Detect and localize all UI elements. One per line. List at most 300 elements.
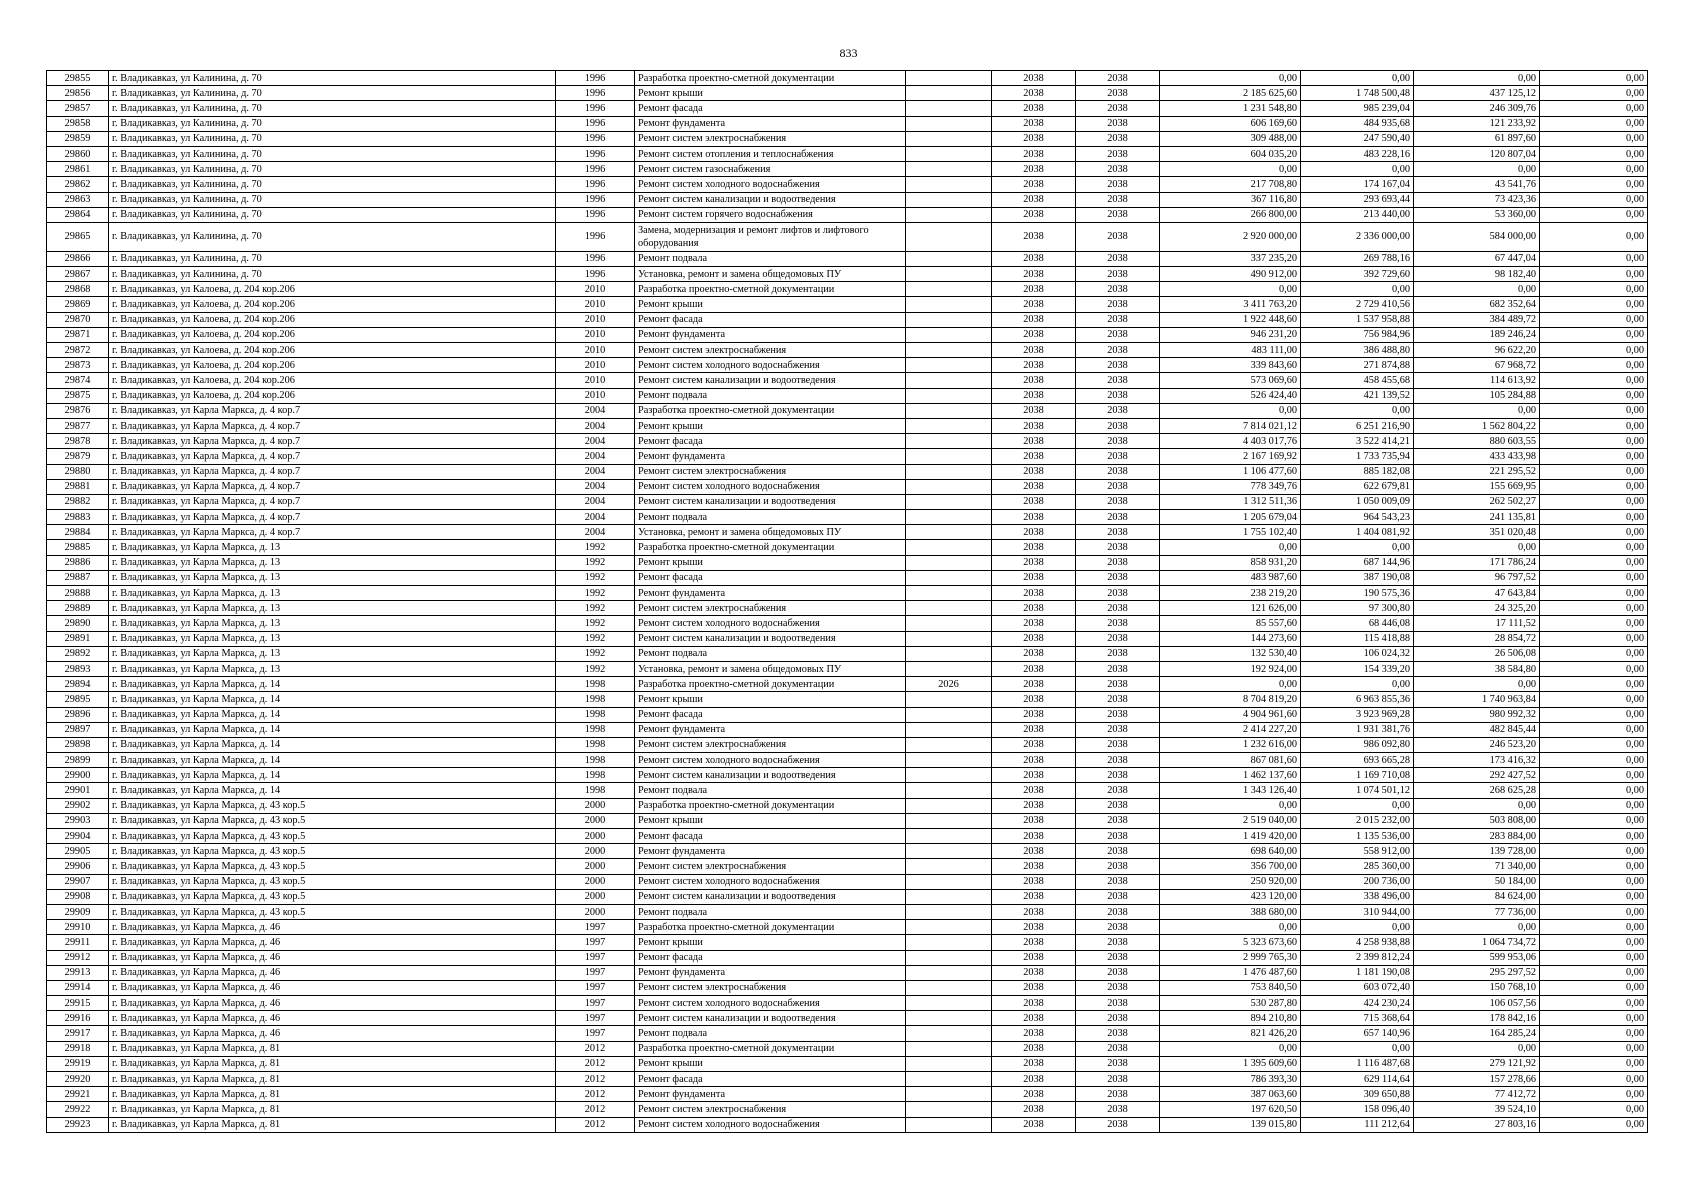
fund-amount-cell: 0,00 bbox=[1301, 920, 1414, 935]
total-cost-cell: 894 210,80 bbox=[1160, 1011, 1301, 1026]
table-row bbox=[47, 1087, 1648, 1102]
owner-amount-cell: 171 786,24 bbox=[1414, 555, 1540, 570]
build-year-cell: 2010 bbox=[556, 388, 635, 403]
table-row bbox=[47, 1102, 1648, 1117]
end-year-cell: 2038 bbox=[1076, 540, 1160, 555]
table-row bbox=[47, 297, 1648, 312]
row-number-cell: 29902 bbox=[47, 798, 109, 813]
owner-amount-cell: 73 423,36 bbox=[1414, 192, 1540, 207]
start-year-cell: 2038 bbox=[992, 844, 1076, 859]
build-year-cell: 1992 bbox=[556, 616, 635, 631]
fund-amount-cell: 715 368,64 bbox=[1301, 1011, 1414, 1026]
build-year-cell: 1996 bbox=[556, 222, 635, 251]
table-row bbox=[47, 661, 1648, 676]
total-cost-cell: 423 120,00 bbox=[1160, 889, 1301, 904]
end-year-cell: 2038 bbox=[1076, 844, 1160, 859]
other-amount-cell: 0,00 bbox=[1540, 783, 1648, 798]
build-year-cell: 2004 bbox=[556, 403, 635, 418]
row-number-cell: 29862 bbox=[47, 177, 109, 192]
work-type-cell: Ремонт фасада bbox=[635, 570, 906, 585]
table-row bbox=[47, 601, 1648, 616]
work-type-cell: Ремонт систем электроснабжения bbox=[635, 980, 906, 995]
fund-amount-cell: 158 096,40 bbox=[1301, 1102, 1414, 1117]
work-type-cell: Ремонт фасада bbox=[635, 950, 906, 965]
owner-amount-cell: 155 669,95 bbox=[1414, 479, 1540, 494]
address-cell: г. Владикавказ, ул Карла Маркса, д. 81 bbox=[109, 1056, 556, 1071]
row-number-cell: 29869 bbox=[47, 297, 109, 312]
other-amount-cell: 0,00 bbox=[1540, 980, 1648, 995]
end-year-cell: 2038 bbox=[1076, 616, 1160, 631]
work-type-cell: Ремонт систем электроснабжения bbox=[635, 859, 906, 874]
address-cell: г. Владикавказ, ул Карла Маркса, д. 81 bbox=[109, 1087, 556, 1102]
table-row bbox=[47, 677, 1648, 692]
total-cost-cell: 946 231,20 bbox=[1160, 327, 1301, 342]
total-cost-cell: 2 519 040,00 bbox=[1160, 813, 1301, 828]
end-year-cell: 2038 bbox=[1076, 71, 1160, 86]
table-row bbox=[47, 935, 1648, 950]
row-number-cell: 29899 bbox=[47, 753, 109, 768]
planned-year-cell bbox=[906, 464, 992, 479]
owner-amount-cell: 96 622,20 bbox=[1414, 343, 1540, 358]
start-year-cell: 2038 bbox=[992, 297, 1076, 312]
owner-amount-cell: 221 295,52 bbox=[1414, 464, 1540, 479]
planned-year-cell bbox=[906, 373, 992, 388]
work-type-cell: Ремонт подвала bbox=[635, 904, 906, 919]
table-row bbox=[47, 753, 1648, 768]
end-year-cell: 2038 bbox=[1076, 510, 1160, 525]
other-amount-cell: 0,00 bbox=[1540, 449, 1648, 464]
planned-year-cell bbox=[906, 616, 992, 631]
end-year-cell: 2038 bbox=[1076, 358, 1160, 373]
fund-amount-cell: 0,00 bbox=[1301, 282, 1414, 297]
address-cell: г. Владикавказ, ул Калинина, д. 70 bbox=[109, 251, 556, 266]
address-cell: г. Владикавказ, ул Карла Маркса, д. 4 кор.7 bbox=[109, 479, 556, 494]
planned-year-cell bbox=[906, 297, 992, 312]
work-type-cell: Замена, модернизация и ремонт лифтов и лифтового оборудования bbox=[635, 222, 906, 251]
work-type-cell: Ремонт систем канализации и водоотведения bbox=[635, 1011, 906, 1026]
table-row bbox=[47, 131, 1648, 146]
total-cost-cell: 250 920,00 bbox=[1160, 874, 1301, 889]
total-cost-cell: 1 106 477,60 bbox=[1160, 464, 1301, 479]
planned-year-cell bbox=[906, 996, 992, 1011]
other-amount-cell: 0,00 bbox=[1540, 1117, 1648, 1132]
address-cell: г. Владикавказ, ул Калоева, д. 204 кор.206 bbox=[109, 312, 556, 327]
address-cell: г. Владикавказ, ул Карла Маркса, д. 43 кор.5 bbox=[109, 889, 556, 904]
end-year-cell: 2038 bbox=[1076, 1026, 1160, 1041]
address-cell: г. Владикавказ, ул Карла Маркса, д. 14 bbox=[109, 722, 556, 737]
planned-year-cell bbox=[906, 282, 992, 297]
address-cell: г. Владикавказ, ул Карла Маркса, д. 4 кор.7 bbox=[109, 464, 556, 479]
total-cost-cell: 698 640,00 bbox=[1160, 844, 1301, 859]
address-cell: г. Владикавказ, ул Карла Маркса, д. 4 кор.7 bbox=[109, 418, 556, 433]
owner-amount-cell: 246 523,20 bbox=[1414, 737, 1540, 752]
build-year-cell: 2010 bbox=[556, 343, 635, 358]
start-year-cell: 2038 bbox=[992, 889, 1076, 904]
address-cell: г. Владикавказ, ул Карла Маркса, д. 4 кор.7 bbox=[109, 403, 556, 418]
build-year-cell: 1997 bbox=[556, 920, 635, 935]
build-year-cell: 2004 bbox=[556, 525, 635, 540]
planned-year-cell bbox=[906, 586, 992, 601]
end-year-cell: 2038 bbox=[1076, 677, 1160, 692]
total-cost-cell: 337 235,20 bbox=[1160, 251, 1301, 266]
fund-amount-cell: 622 679,81 bbox=[1301, 479, 1414, 494]
total-cost-cell: 121 626,00 bbox=[1160, 601, 1301, 616]
end-year-cell: 2038 bbox=[1076, 555, 1160, 570]
table-row bbox=[47, 177, 1648, 192]
total-cost-cell: 0,00 bbox=[1160, 403, 1301, 418]
work-type-cell: Ремонт систем горячего водоснабжения bbox=[635, 207, 906, 222]
table-row bbox=[47, 403, 1648, 418]
address-cell: г. Владикавказ, ул Калинина, д. 70 bbox=[109, 146, 556, 161]
address-cell: г. Владикавказ, ул Карла Маркса, д. 46 bbox=[109, 996, 556, 1011]
start-year-cell: 2038 bbox=[992, 207, 1076, 222]
table-row bbox=[47, 343, 1648, 358]
total-cost-cell: 192 924,00 bbox=[1160, 661, 1301, 676]
work-type-cell: Ремонт фундамента bbox=[635, 722, 906, 737]
start-year-cell: 2038 bbox=[992, 540, 1076, 555]
fund-amount-cell: 285 360,00 bbox=[1301, 859, 1414, 874]
work-type-cell: Разработка проектно-сметной документации bbox=[635, 71, 906, 86]
address-cell: г. Владикавказ, ул Карла Маркса, д. 4 кор.7 bbox=[109, 434, 556, 449]
owner-amount-cell: 150 768,10 bbox=[1414, 980, 1540, 995]
build-year-cell: 2000 bbox=[556, 813, 635, 828]
planned-year-cell bbox=[906, 86, 992, 101]
other-amount-cell: 0,00 bbox=[1540, 631, 1648, 646]
end-year-cell: 2038 bbox=[1076, 920, 1160, 935]
start-year-cell: 2038 bbox=[992, 874, 1076, 889]
owner-amount-cell: 682 352,64 bbox=[1414, 297, 1540, 312]
fund-amount-cell: 247 590,40 bbox=[1301, 131, 1414, 146]
work-type-cell: Разработка проектно-сметной документации bbox=[635, 677, 906, 692]
total-cost-cell: 197 620,50 bbox=[1160, 1102, 1301, 1117]
fund-amount-cell: 0,00 bbox=[1301, 1041, 1414, 1056]
row-number-cell: 29881 bbox=[47, 479, 109, 494]
row-number-cell: 29904 bbox=[47, 829, 109, 844]
planned-year-cell bbox=[906, 1117, 992, 1132]
owner-amount-cell: 279 121,92 bbox=[1414, 1056, 1540, 1071]
other-amount-cell: 0,00 bbox=[1540, 813, 1648, 828]
fund-amount-cell: 483 228,16 bbox=[1301, 146, 1414, 161]
planned-year-cell bbox=[906, 570, 992, 585]
other-amount-cell: 0,00 bbox=[1540, 540, 1648, 555]
build-year-cell: 1998 bbox=[556, 783, 635, 798]
end-year-cell: 2038 bbox=[1076, 449, 1160, 464]
fund-amount-cell: 985 239,04 bbox=[1301, 101, 1414, 116]
build-year-cell: 2012 bbox=[556, 1102, 635, 1117]
owner-amount-cell: 84 624,00 bbox=[1414, 889, 1540, 904]
fund-amount-cell: 2 729 410,56 bbox=[1301, 297, 1414, 312]
start-year-cell: 2038 bbox=[992, 813, 1076, 828]
work-type-cell: Ремонт фундамента bbox=[635, 327, 906, 342]
end-year-cell: 2038 bbox=[1076, 479, 1160, 494]
total-cost-cell: 867 081,60 bbox=[1160, 753, 1301, 768]
other-amount-cell: 0,00 bbox=[1540, 358, 1648, 373]
planned-year-cell bbox=[906, 494, 992, 509]
owner-amount-cell: 295 297,52 bbox=[1414, 965, 1540, 980]
total-cost-cell: 139 015,80 bbox=[1160, 1117, 1301, 1132]
total-cost-cell: 238 219,20 bbox=[1160, 586, 1301, 601]
address-cell: г. Владикавказ, ул Карла Маркса, д. 46 bbox=[109, 1011, 556, 1026]
table-row bbox=[47, 722, 1648, 737]
address-cell: г. Владикавказ, ул Калинина, д. 70 bbox=[109, 71, 556, 86]
work-type-cell: Ремонт подвала bbox=[635, 783, 906, 798]
build-year-cell: 1996 bbox=[556, 101, 635, 116]
owner-amount-cell: 26 506,08 bbox=[1414, 646, 1540, 661]
start-year-cell: 2038 bbox=[992, 1041, 1076, 1056]
fund-amount-cell: 386 488,80 bbox=[1301, 343, 1414, 358]
total-cost-cell: 0,00 bbox=[1160, 798, 1301, 813]
row-number-cell: 29879 bbox=[47, 449, 109, 464]
fund-amount-cell: 310 944,00 bbox=[1301, 904, 1414, 919]
owner-amount-cell: 0,00 bbox=[1414, 162, 1540, 177]
planned-year-cell bbox=[906, 343, 992, 358]
work-type-cell: Ремонт фасада bbox=[635, 101, 906, 116]
total-cost-cell: 387 063,60 bbox=[1160, 1087, 1301, 1102]
address-cell: г. Владикавказ, ул Карла Маркса, д. 13 bbox=[109, 631, 556, 646]
build-year-cell: 1992 bbox=[556, 601, 635, 616]
fund-amount-cell: 190 575,36 bbox=[1301, 586, 1414, 601]
end-year-cell: 2038 bbox=[1076, 965, 1160, 980]
start-year-cell: 2038 bbox=[992, 312, 1076, 327]
end-year-cell: 2038 bbox=[1076, 192, 1160, 207]
fund-amount-cell: 309 650,88 bbox=[1301, 1087, 1414, 1102]
table-row bbox=[47, 358, 1648, 373]
other-amount-cell: 0,00 bbox=[1540, 646, 1648, 661]
start-year-cell: 2038 bbox=[992, 101, 1076, 116]
owner-amount-cell: 283 884,00 bbox=[1414, 829, 1540, 844]
build-year-cell: 1992 bbox=[556, 570, 635, 585]
owner-amount-cell: 53 360,00 bbox=[1414, 207, 1540, 222]
planned-year-cell bbox=[906, 768, 992, 783]
end-year-cell: 2038 bbox=[1076, 768, 1160, 783]
row-number-cell: 29894 bbox=[47, 677, 109, 692]
address-cell: г. Владикавказ, ул Карла Маркса, д. 43 кор.5 bbox=[109, 859, 556, 874]
fund-amount-cell: 693 665,28 bbox=[1301, 753, 1414, 768]
other-amount-cell: 0,00 bbox=[1540, 71, 1648, 86]
end-year-cell: 2038 bbox=[1076, 601, 1160, 616]
total-cost-cell: 4 403 017,76 bbox=[1160, 434, 1301, 449]
start-year-cell: 2038 bbox=[992, 1056, 1076, 1071]
fund-amount-cell: 0,00 bbox=[1301, 71, 1414, 86]
row-number-cell: 29874 bbox=[47, 373, 109, 388]
row-number-cell: 29911 bbox=[47, 935, 109, 950]
end-year-cell: 2038 bbox=[1076, 1041, 1160, 1056]
other-amount-cell: 0,00 bbox=[1540, 722, 1648, 737]
address-cell: г. Владикавказ, ул Карла Маркса, д. 43 кор.5 bbox=[109, 874, 556, 889]
total-cost-cell: 483 987,60 bbox=[1160, 570, 1301, 585]
fund-amount-cell: 484 935,68 bbox=[1301, 116, 1414, 131]
row-number-cell: 29900 bbox=[47, 768, 109, 783]
other-amount-cell: 0,00 bbox=[1540, 267, 1648, 282]
build-year-cell: 1996 bbox=[556, 131, 635, 146]
work-type-cell: Ремонт фасада bbox=[635, 312, 906, 327]
planned-year-cell bbox=[906, 631, 992, 646]
total-cost-cell: 4 904 961,60 bbox=[1160, 707, 1301, 722]
owner-amount-cell: 17 111,52 bbox=[1414, 616, 1540, 631]
planned-year-cell bbox=[906, 950, 992, 965]
other-amount-cell: 0,00 bbox=[1540, 555, 1648, 570]
total-cost-cell: 8 704 819,20 bbox=[1160, 692, 1301, 707]
planned-year-cell bbox=[906, 251, 992, 266]
work-type-cell: Ремонт подвала bbox=[635, 251, 906, 266]
total-cost-cell: 1 343 126,40 bbox=[1160, 783, 1301, 798]
build-year-cell: 2012 bbox=[556, 1087, 635, 1102]
owner-amount-cell: 77 412,72 bbox=[1414, 1087, 1540, 1102]
table-row bbox=[47, 707, 1648, 722]
row-number-cell: 29889 bbox=[47, 601, 109, 616]
start-year-cell: 2038 bbox=[992, 71, 1076, 86]
address-cell: г. Владикавказ, ул Карла Маркса, д. 43 кор.5 bbox=[109, 798, 556, 813]
end-year-cell: 2038 bbox=[1076, 1011, 1160, 1026]
planned-year-cell bbox=[906, 116, 992, 131]
build-year-cell: 2010 bbox=[556, 358, 635, 373]
fund-amount-cell: 1 116 487,68 bbox=[1301, 1056, 1414, 1071]
table-row bbox=[47, 71, 1648, 86]
table-row bbox=[47, 980, 1648, 995]
other-amount-cell: 0,00 bbox=[1540, 222, 1648, 251]
total-cost-cell: 1 232 616,00 bbox=[1160, 737, 1301, 752]
fund-amount-cell: 0,00 bbox=[1301, 403, 1414, 418]
address-cell: г. Владикавказ, ул Карла Маркса, д. 4 кор.7 bbox=[109, 525, 556, 540]
fund-amount-cell: 271 874,88 bbox=[1301, 358, 1414, 373]
other-amount-cell: 0,00 bbox=[1540, 1026, 1648, 1041]
end-year-cell: 2038 bbox=[1076, 146, 1160, 161]
build-year-cell: 1996 bbox=[556, 116, 635, 131]
planned-year-cell bbox=[906, 312, 992, 327]
other-amount-cell: 0,00 bbox=[1540, 297, 1648, 312]
build-year-cell: 2000 bbox=[556, 904, 635, 919]
address-cell: г. Владикавказ, ул Карла Маркса, д. 14 bbox=[109, 783, 556, 798]
total-cost-cell: 5 323 673,60 bbox=[1160, 935, 1301, 950]
planned-year-cell bbox=[906, 403, 992, 418]
start-year-cell: 2038 bbox=[992, 646, 1076, 661]
owner-amount-cell: 27 803,16 bbox=[1414, 1117, 1540, 1132]
fund-amount-cell: 458 455,68 bbox=[1301, 373, 1414, 388]
row-number-cell: 29880 bbox=[47, 464, 109, 479]
row-number-cell: 29867 bbox=[47, 267, 109, 282]
total-cost-cell: 1 419 420,00 bbox=[1160, 829, 1301, 844]
address-cell: г. Владикавказ, ул Карла Маркса, д. 81 bbox=[109, 1117, 556, 1132]
planned-year-cell bbox=[906, 388, 992, 403]
build-year-cell: 1996 bbox=[556, 192, 635, 207]
table-row bbox=[47, 859, 1648, 874]
fund-amount-cell: 0,00 bbox=[1301, 162, 1414, 177]
table-row bbox=[47, 844, 1648, 859]
address-cell: г. Владикавказ, ул Карла Маркса, д. 13 bbox=[109, 555, 556, 570]
build-year-cell: 1997 bbox=[556, 965, 635, 980]
planned-year-cell bbox=[906, 722, 992, 737]
planned-year-cell bbox=[906, 101, 992, 116]
row-number-cell: 29886 bbox=[47, 555, 109, 570]
row-number-cell: 29885 bbox=[47, 540, 109, 555]
planned-year-cell bbox=[906, 525, 992, 540]
fund-amount-cell: 0,00 bbox=[1301, 798, 1414, 813]
address-cell: г. Владикавказ, ул Карла Маркса, д. 81 bbox=[109, 1041, 556, 1056]
total-cost-cell: 1 755 102,40 bbox=[1160, 525, 1301, 540]
work-type-cell: Ремонт фундамента bbox=[635, 1087, 906, 1102]
build-year-cell: 1996 bbox=[556, 162, 635, 177]
end-year-cell: 2038 bbox=[1076, 722, 1160, 737]
work-type-cell: Ремонт систем холодного водоснабжения bbox=[635, 996, 906, 1011]
owner-amount-cell: 50 184,00 bbox=[1414, 874, 1540, 889]
build-year-cell: 1997 bbox=[556, 935, 635, 950]
work-type-cell: Ремонт крыши bbox=[635, 935, 906, 950]
build-year-cell: 2012 bbox=[556, 1072, 635, 1087]
build-year-cell: 2004 bbox=[556, 449, 635, 464]
address-cell: г. Владикавказ, ул Карла Маркса, д. 14 bbox=[109, 692, 556, 707]
owner-amount-cell: 43 541,76 bbox=[1414, 177, 1540, 192]
total-cost-cell: 604 035,20 bbox=[1160, 146, 1301, 161]
fund-amount-cell: 2 399 812,24 bbox=[1301, 950, 1414, 965]
table-row bbox=[47, 1011, 1648, 1026]
owner-amount-cell: 292 427,52 bbox=[1414, 768, 1540, 783]
other-amount-cell: 0,00 bbox=[1540, 844, 1648, 859]
work-type-cell: Ремонт крыши bbox=[635, 1056, 906, 1071]
fund-amount-cell: 1 074 501,12 bbox=[1301, 783, 1414, 798]
end-year-cell: 2038 bbox=[1076, 251, 1160, 266]
work-type-cell: Ремонт фундамента bbox=[635, 586, 906, 601]
fund-amount-cell: 293 693,44 bbox=[1301, 192, 1414, 207]
end-year-cell: 2038 bbox=[1076, 798, 1160, 813]
planned-year-cell bbox=[906, 753, 992, 768]
row-number-cell: 29896 bbox=[47, 707, 109, 722]
table-body bbox=[47, 71, 1648, 1133]
total-cost-cell: 0,00 bbox=[1160, 540, 1301, 555]
total-cost-cell: 2 999 765,30 bbox=[1160, 950, 1301, 965]
table-row bbox=[47, 162, 1648, 177]
owner-amount-cell: 106 057,56 bbox=[1414, 996, 1540, 1011]
address-cell: г. Владикавказ, ул Карла Маркса, д. 46 bbox=[109, 965, 556, 980]
row-number-cell: 29907 bbox=[47, 874, 109, 889]
total-cost-cell: 1 205 679,04 bbox=[1160, 510, 1301, 525]
start-year-cell: 2038 bbox=[992, 1117, 1076, 1132]
build-year-cell: 2010 bbox=[556, 312, 635, 327]
end-year-cell: 2038 bbox=[1076, 586, 1160, 601]
fund-amount-cell: 392 729,60 bbox=[1301, 267, 1414, 282]
end-year-cell: 2038 bbox=[1076, 327, 1160, 342]
planned-year-cell bbox=[906, 540, 992, 555]
row-number-cell: 29863 bbox=[47, 192, 109, 207]
total-cost-cell: 1 395 609,60 bbox=[1160, 1056, 1301, 1071]
table-row bbox=[47, 889, 1648, 904]
total-cost-cell: 217 708,80 bbox=[1160, 177, 1301, 192]
address-cell: г. Владикавказ, ул Калинина, д. 70 bbox=[109, 192, 556, 207]
owner-amount-cell: 164 285,24 bbox=[1414, 1026, 1540, 1041]
total-cost-cell: 356 700,00 bbox=[1160, 859, 1301, 874]
start-year-cell: 2038 bbox=[992, 1026, 1076, 1041]
fund-amount-cell: 1 181 190,08 bbox=[1301, 965, 1414, 980]
other-amount-cell: 0,00 bbox=[1540, 996, 1648, 1011]
end-year-cell: 2038 bbox=[1076, 464, 1160, 479]
owner-amount-cell: 1 562 804,22 bbox=[1414, 418, 1540, 433]
other-amount-cell: 0,00 bbox=[1540, 343, 1648, 358]
work-type-cell: Ремонт систем канализации и водоотведения bbox=[635, 889, 906, 904]
other-amount-cell: 0,00 bbox=[1540, 1102, 1648, 1117]
fund-amount-cell: 338 496,00 bbox=[1301, 889, 1414, 904]
row-number-cell: 29916 bbox=[47, 1011, 109, 1026]
work-type-cell: Ремонт систем газоснабжения bbox=[635, 162, 906, 177]
owner-amount-cell: 0,00 bbox=[1414, 798, 1540, 813]
build-year-cell: 2000 bbox=[556, 859, 635, 874]
end-year-cell: 2038 bbox=[1076, 753, 1160, 768]
total-cost-cell: 0,00 bbox=[1160, 162, 1301, 177]
start-year-cell: 2038 bbox=[992, 343, 1076, 358]
total-cost-cell: 1 231 548,80 bbox=[1160, 101, 1301, 116]
planned-year-cell bbox=[906, 146, 992, 161]
total-cost-cell: 2 185 625,60 bbox=[1160, 86, 1301, 101]
total-cost-cell: 2 920 000,00 bbox=[1160, 222, 1301, 251]
work-type-cell: Ремонт фасада bbox=[635, 707, 906, 722]
